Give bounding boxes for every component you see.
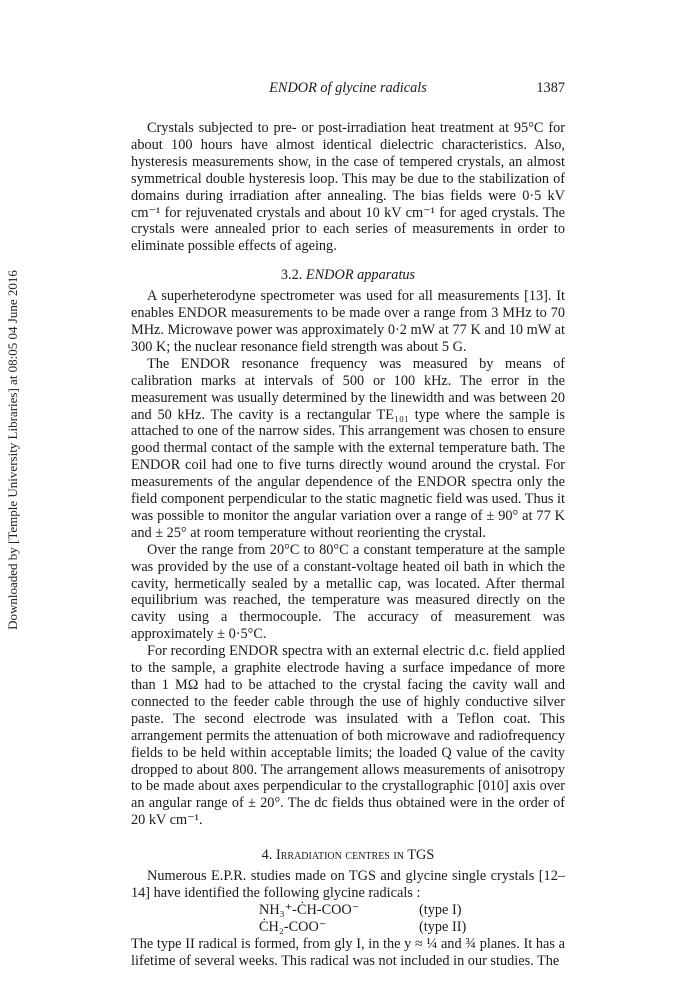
page-content — [131, 80, 565, 970]
formula-type: (type II) — [419, 918, 467, 935]
download-notice-text: Downloaded by [Temple University Libraries] at 08:05 04 June 2016 — [5, 270, 21, 630]
paragraph: The ENDOR resonance frequency was measured by means of calibration marks at intervals of 500 or 100 kHz. The error in the measurement was usually determined by the linewidth and was between 20 and 50 kHz. The cavity is a rectangular TE₁₀₁ type where the sample is attached to one of the narrow sides. This arrangement was chosen to ensure good thermal contact of the sample with the external temperature bath. The ENDOR coil had one to five turns directly wound around the crystal. For measurements of the angular dependence of the ENDOR spectra only the field component perpendicular to the static magnetic field was used. Thus it was possible to monitor the angular variation over a range of ± 90° at 77 K and ± 25° at room temperature without reorienting the crystal. — [131, 355, 565, 541]
paragraph: Crystals subjected to pre- or post-irradiation heat treatment at 95°C for about 100 hours have almost identical dielectric characteristics. Also, hysteresis measurements show, in the case of tempered crystals, an almost symmetrical double hysteresis loop. This may be due to the stabilization of domains during irradiation after annealing. The bias fields were 0·5 kV cm⁻¹ for rejuvenated crystals and about 10 kV cm⁻¹ for aged crystals. The crystals were annealed prior to each series of measurements in order to eliminate possible effects of ageing. — [131, 120, 565, 255]
section-number: 3.2. — [280, 267, 303, 284]
formula-chem: ĊH₂-COO⁻ — [259, 918, 327, 935]
paragraph: Over the range from 20°C to 80°C a constant temperature at the sample was provided by the use of a constant-voltage heated oil bath in which the cavity, hermetically sealed by a metallic cap, was located. After thermal equilibrium was reached, the temperature was measured directly on the cavity using a thermocouple. The accuracy of measurement was approximately ± 0·5°C. — [131, 541, 565, 643]
paragraph: For recording ENDOR spectra with an external electric d.c. field applied to the sample, a graphite electrode having a surface impedance of more than 1 MΩ had to be attached to the crystal facing the cavity wall and connected to the feeder cable through the use of highly conductive silver paste. The second electrode was insulated with a Teflon coat. This arrangement permits the attenuation of both microwave and radiofrequency fields to be held within acceptable limits; the loaded Q value of the cavity dropped to about 800. The arrangement allows measurements of anisotropy to be made about axes perpendicular to the crystallographic [010] axis over an angular range of ± 20°. The dc fields thus obtained were in the order of 20 kV cm⁻¹. — [131, 643, 565, 829]
paragraph: The type II radical is formed, from gly I, in the y ≈ ¼ and ¾ planes. It has a lifetime of several weeks. This radical was not included in our studies. The — [131, 935, 565, 969]
section-heading-3-2 — [131, 267, 565, 284]
section-title: Irradiation centres in — [275, 847, 404, 864]
download-notice — [2, 200, 24, 700]
running-header — [131, 80, 565, 98]
paragraph: Numerous E.P.R. studies made on TGS and glycine single crystals [12–14] have identified the following glycine radicals : — [131, 868, 565, 901]
formula-type-2 — [131, 919, 565, 936]
formula-chem: NH₃⁺-ĊH-COO⁻ — [259, 901, 360, 918]
formula-type-1 — [131, 902, 565, 919]
section-heading-4 — [131, 847, 565, 864]
formula-type: (type I) — [419, 901, 462, 918]
section-title-suffix: TGS — [407, 847, 435, 864]
running-title: ENDOR of glycine radicals — [269, 80, 427, 96]
page-number: 1387 — [536, 80, 565, 96]
section-title: ENDOR apparatus — [305, 267, 416, 284]
section-number: 4. — [261, 847, 273, 864]
paragraph: A superheterodyne spectrometer was used for all measurements [13]. It enables ENDOR measurements to be made over a range from 3 MHz to 70 MHz. Microwave power was approximately 0·2 mW at 77 K and 10 mW at 300 K; the nuclear resonance field strength was about 5 G. — [131, 288, 565, 355]
